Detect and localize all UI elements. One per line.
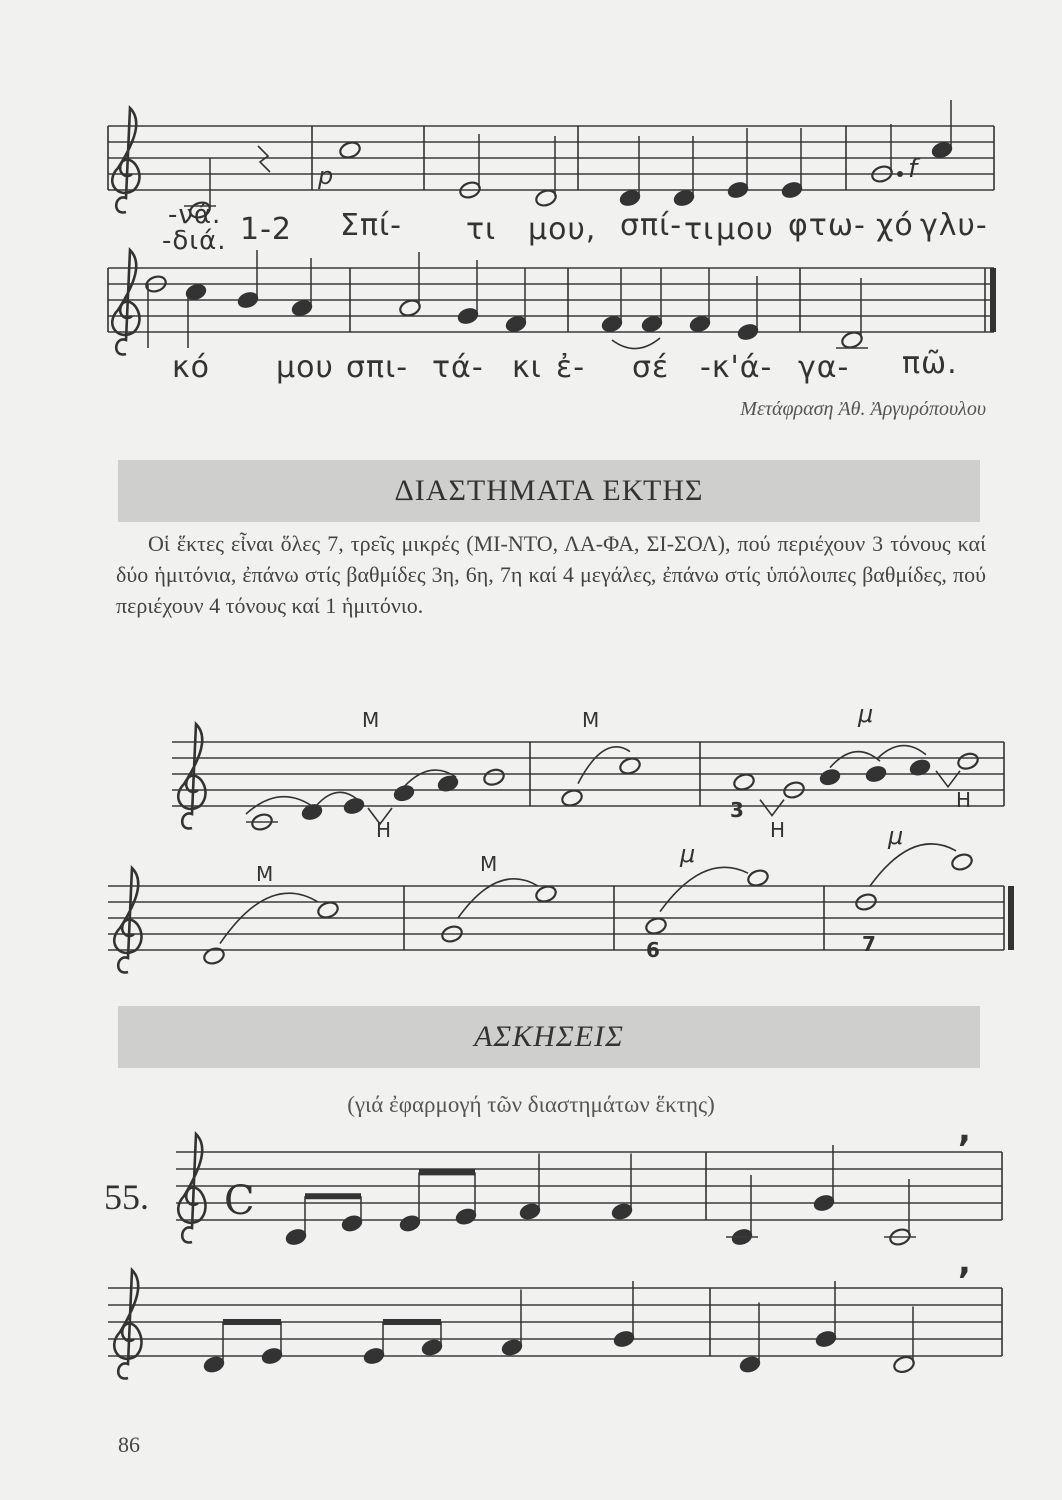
lyric-6: μου, bbox=[528, 212, 597, 247]
degree-6: 6 bbox=[646, 938, 660, 962]
lyric-4: Σπί- bbox=[340, 208, 402, 243]
lyric-18: ἐ- bbox=[556, 350, 586, 385]
mark-h-3: Η bbox=[956, 788, 972, 812]
degree-3: 3 bbox=[730, 798, 744, 822]
lyric-15: σπι- bbox=[346, 350, 409, 385]
time-signature: C bbox=[224, 1178, 255, 1224]
sixths-paragraph: Οἱ ἕκτες εἶναι ὅλες 7, τρεῖς μικρές (ΜΙ-ΝΤΟ, ΛΑ-ΦΑ, ΣΙ-ΣΟΛ), πού περιέχουν 3 τόνους καί δύο ἡμιτόνια, ἐπάνω στίς βαθμίδες 3η, 6η, 7η καί 4 μεγάλες, ἐπάνω στίς ὑπόλοιπες βαθμίδες, πού περιέχουν 4 τόνους καί 1 ἡμιτόνιο. bbox=[116, 531, 986, 618]
lyric-19: σέ bbox=[632, 350, 670, 385]
mark-h-1: Η bbox=[376, 818, 392, 842]
lyric-2: -διά. bbox=[162, 226, 227, 256]
lyric-11: χό bbox=[876, 208, 914, 243]
degree-7: 7 bbox=[862, 932, 876, 956]
exercises-subtitle: (γιά ἐφαρμογή τῶν διαστημάτων ἕκτης) bbox=[347, 1092, 715, 1117]
lyric-12: γλυ- bbox=[920, 208, 988, 243]
treble-clef-icon bbox=[114, 1270, 141, 1378]
lyric-16: τά- bbox=[432, 350, 484, 385]
lyric-3: 1-2 bbox=[240, 212, 292, 247]
mark-minor-2: μ bbox=[680, 840, 696, 868]
breath-mark-1: , bbox=[958, 1110, 971, 1150]
lyric-20: -κ'ά- bbox=[700, 350, 773, 385]
lyric-8: τι bbox=[684, 212, 715, 247]
mark-minor-1: μ bbox=[858, 700, 874, 728]
exercise-number: 55. bbox=[104, 1177, 149, 1217]
translation-credit: Μετάφραση Ἀθ. Ἀργυρόπουλου bbox=[740, 398, 986, 420]
page-number: 86 bbox=[118, 1432, 140, 1457]
lyric-5: τι bbox=[466, 212, 497, 247]
lyric-10: φτω- bbox=[788, 208, 866, 243]
dynamic-forte: f bbox=[908, 154, 918, 184]
mark-major-4: Μ bbox=[480, 852, 498, 876]
dynamic-piano: p bbox=[318, 162, 334, 190]
lyric-7: σπί- bbox=[620, 208, 683, 243]
lyric-21: γα- bbox=[798, 350, 850, 385]
mark-major-2: Μ bbox=[582, 708, 600, 732]
treble-clef-icon bbox=[178, 1134, 205, 1242]
section-title-exercises: ΑΣΚΗΣΕΙΣ bbox=[118, 1006, 980, 1068]
section-title-sixths: ΔΙΑΣΤΗΜΑΤΑ ΕΚΤΗΣ bbox=[118, 460, 980, 522]
mark-minor-3: μ bbox=[888, 822, 904, 850]
lyric-14: μου bbox=[276, 350, 334, 385]
lyric-13: κό bbox=[172, 350, 211, 385]
lyric-9: μου bbox=[716, 212, 774, 247]
mark-h-2: Η bbox=[770, 818, 786, 842]
lyric-1: -νά. bbox=[168, 200, 222, 230]
lyric-17: κι bbox=[512, 350, 542, 385]
mark-major-3: Μ bbox=[256, 862, 274, 886]
mark-major-1: Μ bbox=[362, 708, 380, 732]
breath-mark-2: , bbox=[958, 1242, 971, 1282]
lyric-22: πῶ. bbox=[902, 346, 958, 381]
